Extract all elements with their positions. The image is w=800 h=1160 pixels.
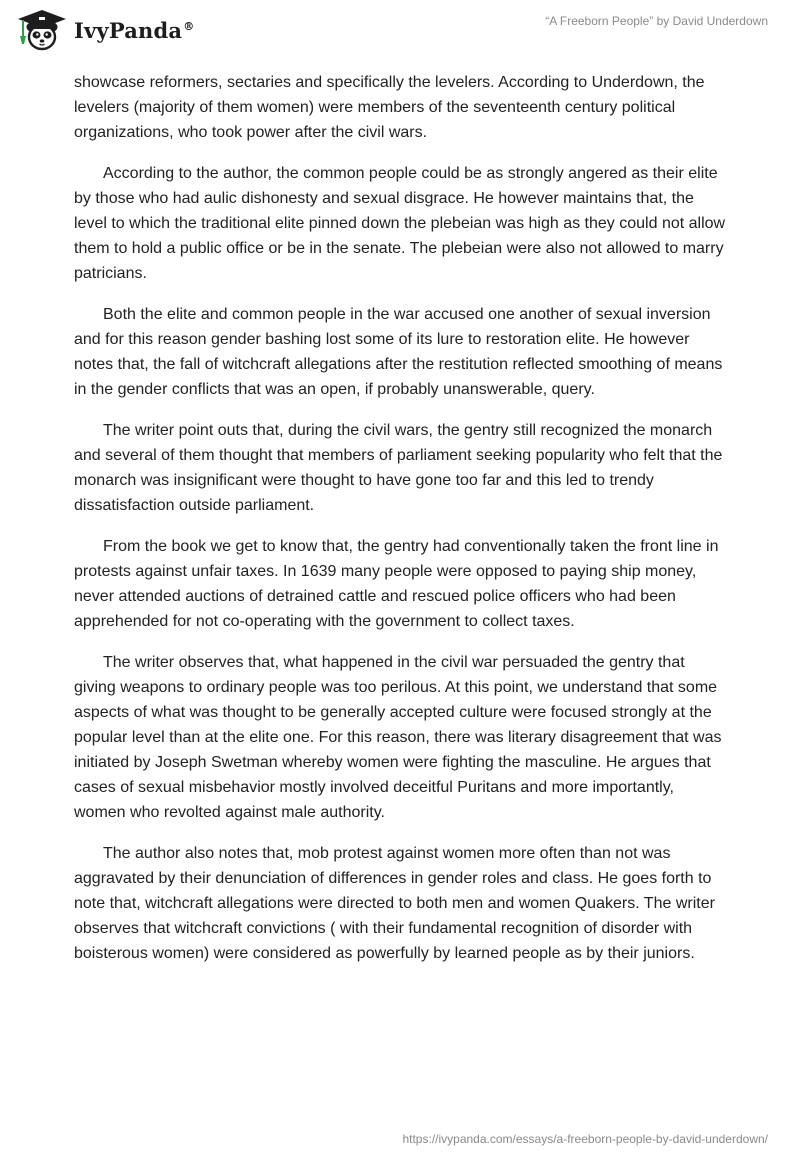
paragraph: According to the author, the common people could be as strongly angered as their elite by those who had aulic dishonesty and sexual disgrace. He however maintains that, the level to which the traditional elite pinned down the plebeian was high as they could not allow them to hold a public office or be in the senate. The plebeian were also not allowed to marry patricians. [74,165,726,282]
registered-mark: ® [183,19,195,33]
paragraph: Both the elite and common people in the war accused one another of sexual inversion and for this reason gender bashing lost some of its lure to restoration elite. He however notes that, the fall of witchcraft allegations after the restitution reflected smoothing of means in the gender conflicts that was an open, if probably unanswerable, query. [74,306,723,398]
page-header [0,0,800,60]
brand-logo[interactable] [14,8,194,52]
graduation-cap-panda-icon [14,8,70,52]
brand-name-text: IvyPanda [74,17,183,43]
running-title: “A Freeborn People” by David Underdown [545,14,768,28]
paragraph: The writer point outs that, during the civil wars, the gentry still recognized the monarch and several of them thought that members of parliament seeking popularity who felt that the monarch was insignificant were thought to have gone too far and this led to trendy dissatisfaction outside parliament. [74,422,723,514]
paragraph: The author also notes that, mob protest against women more often than not was aggravated by their denunciation of differences in gender roles and class. He goes forth to note that, witchcraft allegations were directed to both men and women Quakers. The writer observes that witchcraft convictions ( with their fundamental recognition of disorder with boisterous women) were considered as powerfully by learned people as by their juniors. [74,845,715,962]
paragraph: The writer observes that, what happened in the civil war persuaded the gentry that giving weapons to ordinary people was too perilous. At this point, we understand that some aspects of what was thought to be generally accepted culture were focused strongly at the popular level than at the elite one. For this reason, there was literary disagreement that was initiated by Joseph Swetman whereby women were fighting the masculine. He argues that cases of sexual misbehavior mostly involved deceitful Puritans and more importantly, women who revolted against male authority. [74,654,722,821]
paragraph: From the book we get to know that, the gentry had conventionally taken the front line in protests against unfair taxes. In 1639 many people were opposed to paying ship money, never attended auctions of detrained cattle and rescued police officers who had been apprehended for not co-operating with the government to collect taxes. [74,538,719,630]
essay-body [74,70,728,982]
brand-name [74,18,194,43]
source-url-link[interactable]: https://ivypanda.com/essays/a-freeborn-people-by-david-underdown/ [402,1132,768,1146]
paragraph: showcase reformers, sectaries and specifically the levelers. According to Underdown, the levelers (majority of them women) were members of the seventeenth century political organizations, who took power after the civil wars. [74,74,705,141]
